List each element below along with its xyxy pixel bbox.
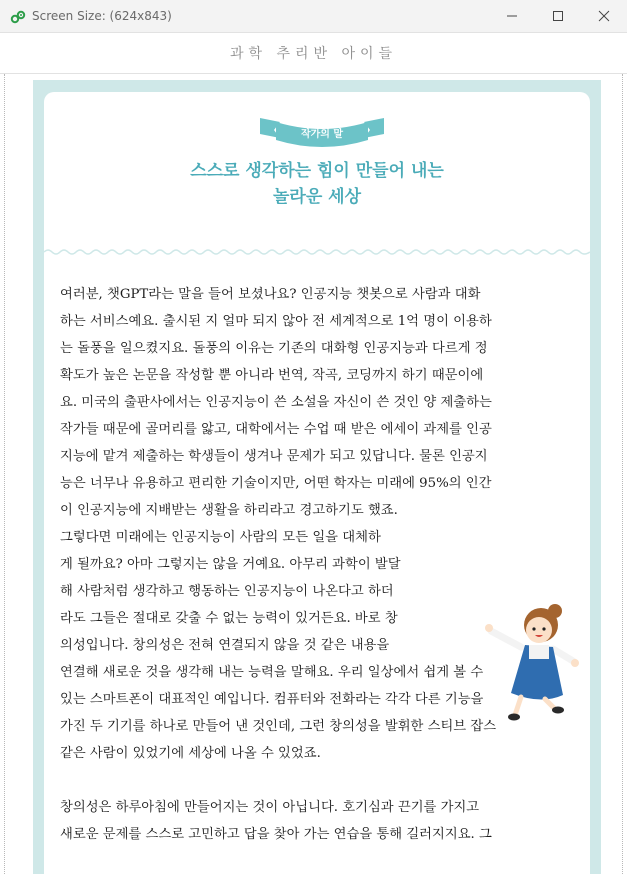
body-line: 있는 스마트폰이 대표적인 예입니다. 컴퓨터와 전화라는 각각 다른 기능을 [60, 692, 484, 707]
body-line: 해 사람처럼 생각하고 행동하는 인공지능이 나온다고 하더 [60, 584, 394, 599]
body-line: 그렇다면 미래에는 인공지능이 사람의 모든 일을 대체하 [60, 530, 381, 545]
body-line: 여러분, 챗GPT라는 말을 들어 보셨나요? 인공지능 챗봇으로 사람과 대화 [60, 287, 481, 302]
body-line: 의성입니다. 창의성은 전혀 연결되지 않을 것 같은 내용을 [60, 638, 390, 653]
body-line: 지능에 맡겨 제출하는 학생들이 생겨나 문제가 되고 있답니다. 물론 인공지 [60, 449, 488, 464]
body-line: 게 될까요? 아마 그렇지는 않을 거예요. 아무리 과학이 발달 [60, 557, 401, 572]
body-line: 연결해 새로운 것을 생각해 내는 능력을 말해요. 우리 일상에서 쉽게 볼 수 [60, 665, 484, 680]
body-line: 라도 그들은 절대로 갖출 수 없는 능력이 있거든요. 바로 창 [60, 611, 398, 626]
body-line: 같은 사람이 있었기에 세상에 나올 수 있었죠. [60, 746, 321, 761]
app-icon [10, 9, 26, 25]
body-line: 요. 미국의 출판사에서는 인공지능이 쓴 소설을 자신이 쓴 것인 양 제출하는 [60, 395, 492, 410]
wave-divider [44, 248, 590, 256]
window-title: Screen Size: (624x843) [32, 9, 172, 23]
body-line: 하는 서비스예요. 출시된 지 얼마 되지 않아 전 세계적으로 1억 명이 이용하 [60, 314, 492, 329]
heading-line-2: 놀라운 세상 [272, 187, 362, 207]
body-line: 작가들 때문에 골머리를 앓고, 대학에서는 수업 때 받은 에세이 과제를 인공 [60, 422, 492, 437]
maximize-icon [552, 10, 564, 22]
body-line: 새로운 문제를 스스로 고민하고 답을 찾아 가는 연습을 통해 길러지지요. 그 [60, 827, 492, 842]
minimize-button[interactable] [489, 0, 535, 32]
ribbon-label: 작가의 말 [300, 129, 344, 140]
title-bar [0, 0, 627, 33]
close-button[interactable] [581, 0, 627, 32]
heading-line-1: 스스로 생각하는 힘이 만들어 내는 [190, 161, 444, 181]
body-line: 창의성은 하루아침에 만들어지는 것이 아닙니다. 호기심과 끈기를 가지고 [60, 800, 480, 815]
minimize-icon [506, 10, 518, 22]
reader-viewport[interactable] [4, 74, 623, 874]
body-line: 가진 두 기기를 하나로 만들어 낸 것인데, 그런 창의성을 발휘한 스티브 잡스 [60, 719, 497, 734]
body-line: 이 인공지능에 지배받는 생활을 하리라고 경고하기도 했죠. [60, 503, 398, 518]
body-line: 는 돌풍을 일으켰지요. 돌풍의 이유는 기존의 대화형 인공지능과 다르게 정 [60, 341, 488, 356]
body-line: 확도가 높은 논문을 작성할 뿐 아니라 번역, 작곡, 코딩까지 하기 때문이에 [60, 368, 484, 383]
section-heading [44, 158, 590, 210]
maximize-button[interactable] [535, 0, 581, 32]
body-line: 능은 너무나 유용하고 편리한 기술이지만, 어떤 학자는 미래에 95%의 인간 [60, 476, 492, 491]
girl-illustration [481, 597, 581, 722]
book-title: 과학 추리반 아이들 [229, 46, 398, 62]
close-icon [598, 10, 610, 22]
book-header [0, 33, 627, 74]
